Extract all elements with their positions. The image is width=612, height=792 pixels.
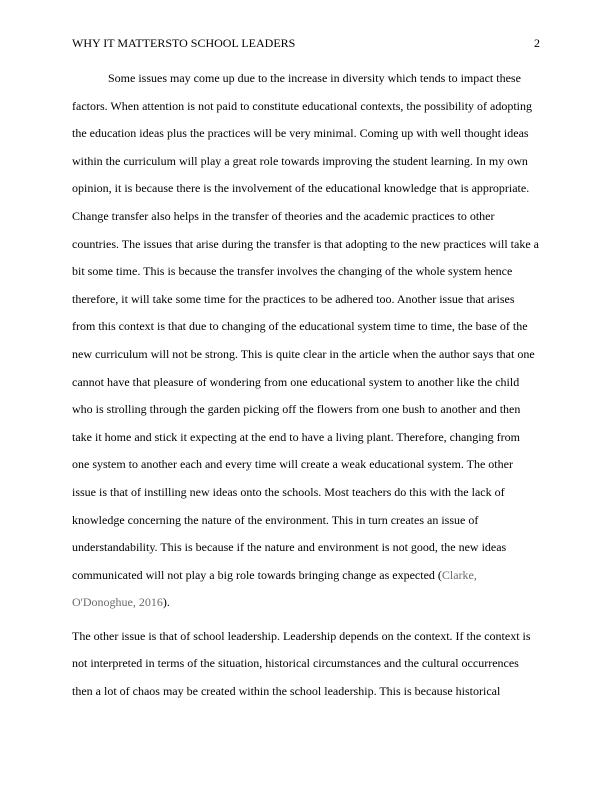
text-line: one system to another each and every time will create a weak educational system. The other bbox=[72, 457, 513, 472]
text-line: issue is that of instilling new ideas onto the schools. Most teachers do this with the lack of bbox=[72, 484, 505, 499]
text-line: Some issues may come up due to the increase in diversity which tends to impact these bbox=[108, 71, 521, 85]
text-line: new curriculum will not be strong. This is quite clear in the article when the author says that one bbox=[72, 346, 535, 361]
text-line: bit some time. This is because the transfer involves the changing of the whole system hence bbox=[72, 264, 513, 279]
text-line: knowledge concerning the nature of the environment. This in turn creates an issue of bbox=[72, 512, 479, 527]
text-line: therefore, it will take some time for the practices to be adhered too. Another issue that arises bbox=[72, 291, 515, 306]
text-line: within the curriculum will play a great role towards improving the student learning. In my own bbox=[72, 153, 528, 168]
running-head: WHY IT MATTERSTO SCHOOL LEADERS bbox=[72, 36, 296, 50]
paragraph-1 bbox=[72, 70, 541, 622]
text-line: from this context is that due to changing of the educational system time to time, the base of the bbox=[72, 319, 528, 334]
text-line: take it home and stick it expecting at the end to have a living plant. Therefore, changing from bbox=[72, 429, 520, 444]
text-line: the education ideas plus the practices will be very minimal. Coming up with well thought ideas bbox=[72, 126, 529, 141]
paragraph-2 bbox=[72, 628, 541, 711]
text-line: factors. When attention is not paid to constitute educational contexts, the possibility of adopting bbox=[72, 98, 533, 113]
citation-link[interactable]: Clarke, bbox=[441, 567, 477, 582]
citation-link[interactable]: O'Donoghue, 2016 bbox=[72, 595, 163, 610]
text-line: who is strolling through the garden picking off the flowers from one bush to another and then bbox=[72, 402, 521, 417]
page-number: 2 bbox=[534, 36, 540, 50]
text-fragment: ). bbox=[162, 595, 170, 610]
text-line: countries. The issues that arise during the transfer is that adopting to the new practices will take a bbox=[72, 236, 539, 251]
text-line: not interpreted in terms of the situation, historical circumstances and the cultural occurrences bbox=[72, 656, 519, 671]
body-text bbox=[72, 70, 541, 711]
text-line: understandability. This is because if the nature and environment is not good, the new ideas bbox=[72, 540, 507, 555]
text-line: Change transfer also helps in the transfer of theories and the academic practices to other bbox=[72, 208, 495, 223]
text-fragment: communicated will not play a big role towards bringing change as expected ( bbox=[72, 567, 442, 582]
text-line: then a lot of chaos may be created within the school leadership. This is because historical bbox=[72, 684, 501, 699]
text-line: opinion, it is because there is the involvement of the educational knowledge that is appropriate. bbox=[72, 181, 530, 196]
text-line bbox=[72, 594, 541, 622]
text-line: cannot have that pleasure of wondering from one educational system to another like the child bbox=[72, 374, 520, 389]
page-header bbox=[72, 36, 540, 52]
text-line: The other issue is that of school leadership. Leadership depends on the context. If the context is bbox=[72, 628, 531, 643]
text-line bbox=[72, 567, 541, 595]
